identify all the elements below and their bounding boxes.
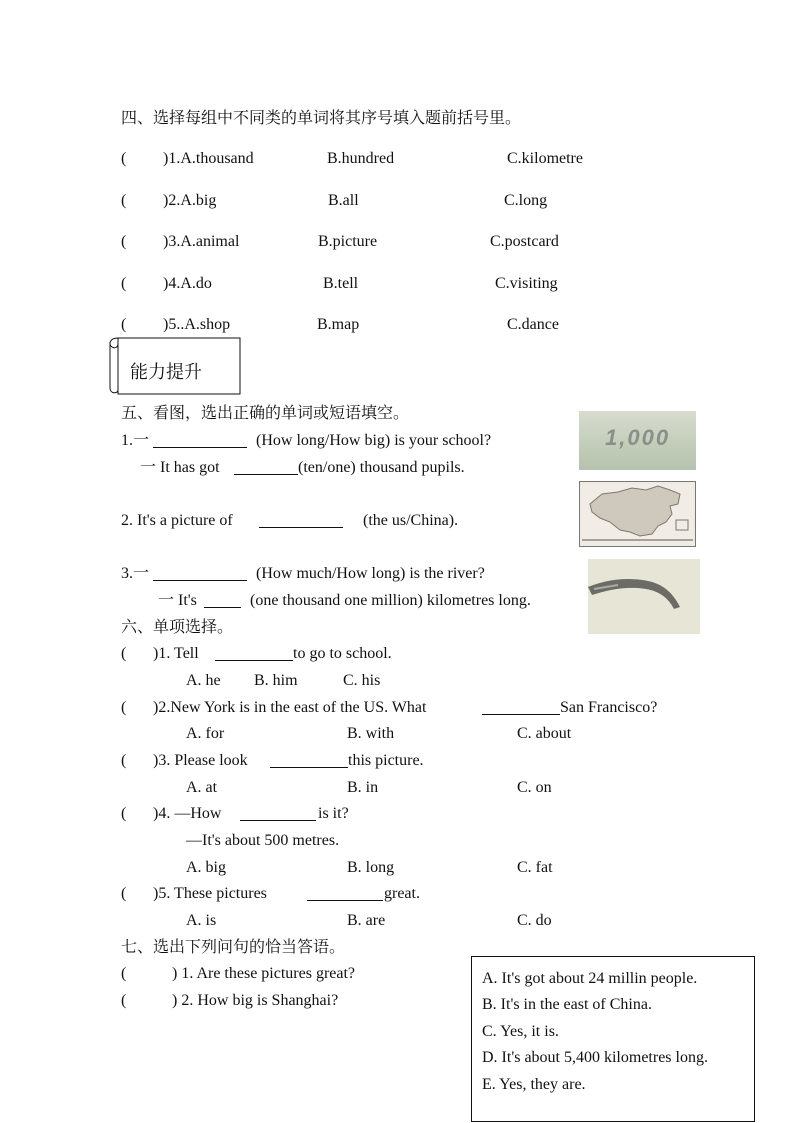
answer-paren[interactable]: (: [121, 150, 127, 167]
question-text: (the us/China).: [363, 512, 459, 529]
option-b[interactable]: B. in: [347, 779, 379, 796]
number-picture: [579, 411, 696, 470]
section6-heading: 六、单项选择。: [121, 617, 234, 636]
question-text: (How much/How long) is the river?: [256, 565, 485, 582]
answer-blank[interactable]: [234, 460, 298, 475]
question-line2: —It's about 500 metres.: [186, 832, 340, 849]
section7-heading: 七、选出下列问句的恰当答语。: [121, 937, 346, 956]
option-c: C.kilometre: [507, 150, 583, 167]
option-c: C.postcard: [490, 233, 559, 250]
option-a: )5..A.shop: [163, 316, 231, 333]
answer-paren[interactable]: (: [121, 192, 127, 209]
question-text: ) 1. Are these pictures great?: [172, 965, 356, 982]
option-b: B.hundred: [327, 150, 395, 167]
option-c[interactable]: C. on: [517, 779, 552, 796]
question-stem-end: San Francisco?: [560, 699, 658, 716]
answer-blank[interactable]: [153, 566, 247, 581]
answer-prefix: 一 It's: [158, 592, 197, 609]
answer-paren[interactable]: (: [121, 233, 127, 250]
answer-option-a: A. It's got about 24 millin people.: [482, 970, 698, 987]
answer-paren[interactable]: (: [121, 275, 127, 292]
question-stem-end: to go to school.: [293, 645, 392, 662]
option-c: C.long: [504, 192, 548, 209]
answer-blank[interactable]: [259, 513, 343, 528]
question-prefix: 3.一: [121, 565, 150, 582]
option-c[interactable]: C. do: [517, 912, 552, 929]
option-b: B.all: [328, 192, 359, 209]
option-a[interactable]: A. is: [186, 912, 217, 929]
answer-blank[interactable]: [307, 886, 383, 901]
section5-heading: 五、看图，选出正确的单词或短语填空。: [121, 403, 410, 422]
question-stem: )5. These pictures: [153, 885, 267, 902]
answer-paren[interactable]: (: [121, 316, 127, 333]
answer-option-c: C. Yes, it is.: [482, 1023, 559, 1040]
answer-suffix: (ten/one) thousand pupils.: [298, 459, 465, 476]
river-picture: [588, 559, 700, 634]
question-stem-end: this picture.: [348, 752, 424, 769]
question-prefix: 1.一: [121, 432, 150, 449]
option-a[interactable]: A. for: [186, 725, 225, 742]
option-b[interactable]: B. long: [347, 859, 395, 876]
option-c[interactable]: C. about: [517, 725, 572, 742]
option-c: C.visiting: [495, 275, 558, 292]
option-a: )2.A.big: [163, 192, 217, 209]
question-prefix: 2. It's a picture of: [121, 512, 233, 529]
question-stem: )4. —How: [153, 805, 222, 822]
answer-paren[interactable]: (: [121, 645, 127, 662]
answer-suffix: (one thousand one million) kilometres long.: [250, 592, 531, 609]
question-text: ) 2. How big is Shanghai?: [172, 992, 339, 1009]
answer-blank[interactable]: [215, 646, 293, 661]
option-a[interactable]: A. at: [186, 779, 218, 796]
answer-paren[interactable]: (: [121, 992, 127, 1009]
question-text: (How long/How big) is your school?: [256, 432, 492, 449]
option-c[interactable]: C. his: [343, 672, 381, 689]
option-b: B.tell: [323, 275, 359, 292]
answer-blank[interactable]: [270, 753, 348, 768]
option-b: B.picture: [318, 233, 378, 250]
answer-paren[interactable]: (: [121, 752, 127, 769]
option-a: )3.A.animal: [163, 233, 240, 250]
option-b[interactable]: B. are: [347, 912, 386, 929]
answer-option-e: E. Yes, they are.: [482, 1076, 586, 1093]
option-a: )1.A.thousand: [163, 150, 254, 167]
question-stem: )3. Please look: [153, 752, 248, 769]
answer-option-d: D. It's about 5,400 kilometres long.: [482, 1049, 708, 1066]
section4-heading: 四、选择每组中不同类的单词将其序号填入题前括号里。: [121, 108, 522, 127]
option-a[interactable]: A. he: [186, 672, 221, 689]
china-map-picture: [579, 481, 696, 547]
answer-blank[interactable]: [204, 593, 241, 608]
answer-blank[interactable]: [240, 806, 316, 821]
answer-options-box: [471, 956, 755, 1122]
answer-blank[interactable]: [482, 700, 560, 715]
option-b[interactable]: B. with: [347, 725, 395, 742]
option-c[interactable]: C. fat: [517, 859, 553, 876]
answer-paren[interactable]: (: [121, 885, 127, 902]
question-stem-end: great.: [384, 885, 420, 902]
option-a: )4.A.do: [163, 275, 212, 292]
answer-paren[interactable]: (: [121, 805, 127, 822]
option-b: B.map: [317, 316, 360, 333]
answer-prefix: 一 It has got: [140, 459, 220, 476]
question-stem-end: is it?: [318, 805, 349, 822]
answer-blank[interactable]: [153, 433, 247, 448]
banner-label: 能力提升: [130, 362, 202, 383]
number-text: 1,000: [605, 425, 671, 450]
section-banner: [106, 334, 242, 396]
answer-paren[interactable]: (: [121, 699, 127, 716]
option-b[interactable]: B. him: [254, 672, 298, 689]
question-stem: )2.New York is in the east of the US. What: [153, 699, 427, 716]
option-c: C.dance: [507, 316, 559, 333]
answer-paren[interactable]: (: [121, 965, 127, 982]
question-stem: )1. Tell: [153, 645, 199, 662]
answer-option-b: B. It's in the east of China.: [482, 996, 652, 1013]
option-a[interactable]: A. big: [186, 859, 226, 876]
